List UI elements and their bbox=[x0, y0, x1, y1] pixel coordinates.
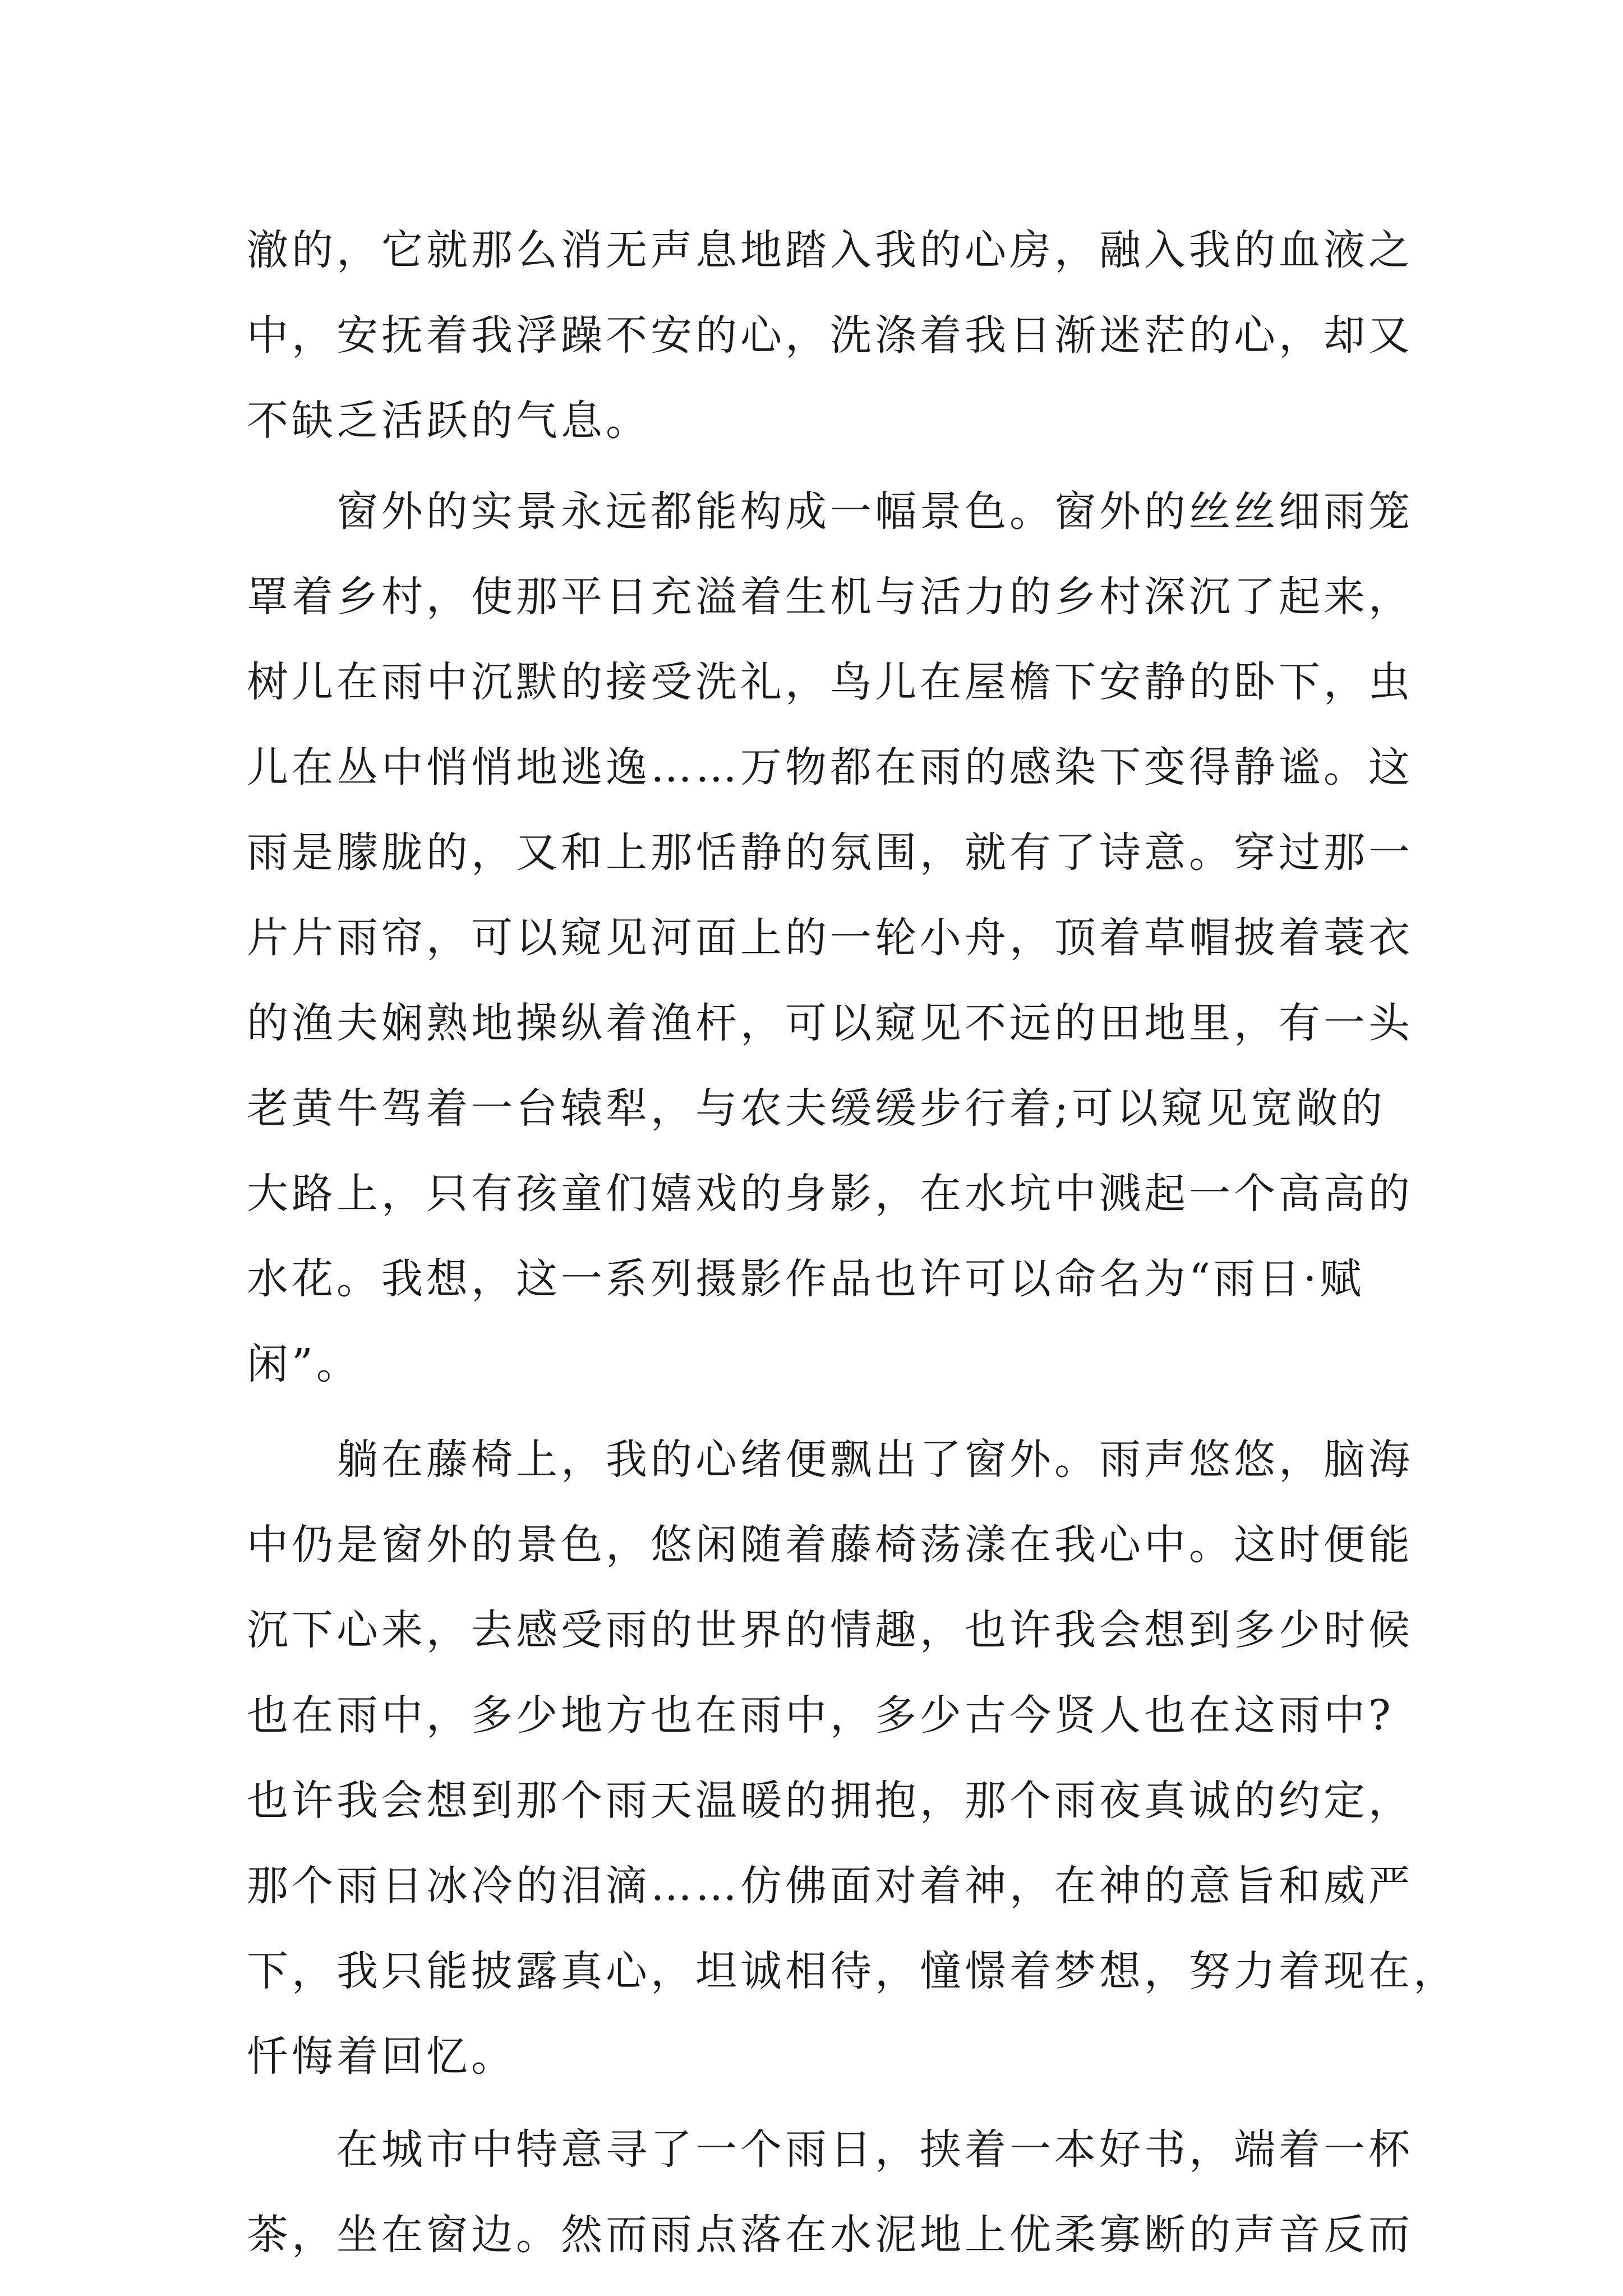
text-line: 中仍是窗外的景色，悠闲随着藤椅荡漾在我心中。这时便能 bbox=[247, 1521, 1413, 1569]
text-line: 大路上，只有孩童们嬉戏的身影，在水坑中溅起一个高高的 bbox=[247, 1170, 1413, 1218]
text-line: 忏悔着回忆。 bbox=[247, 2032, 516, 2081]
text-line: 片片雨帘，可以窥见河面上的一轮小舟，顶着草帽披着蓑衣 bbox=[247, 914, 1413, 962]
text-line: 树儿在雨中沉默的接受洗礼，鸟儿在屋檐下安静的卧下，虫 bbox=[247, 658, 1413, 706]
text-line: 澈的，它就那么消无声息地踏入我的心房，融入我的血液之 bbox=[247, 226, 1413, 274]
text-line: 窗外的实景永远都能构成一幅景色。窗外的丝丝细雨笼 bbox=[336, 487, 1413, 536]
text-line: 躺在藤椅上，我的心绪便飘出了窗外。雨声悠悠，脑海 bbox=[336, 1435, 1413, 1484]
text-line: 茶，坐在窗边。然而雨点落在水泥地上优柔寡断的声音反而 bbox=[247, 2211, 1413, 2259]
text-line: 也许我会想到那个雨天温暖的拥抱，那个雨夜真诚的约定， bbox=[247, 1777, 1413, 1825]
text-line: 中，安抚着我浮躁不安的心，洗涤着我日渐迷茫的心，却又 bbox=[247, 311, 1413, 360]
text-line: 的渔夫娴熟地操纵着渔杆，可以窥见不远的田地里，有一头 bbox=[247, 999, 1413, 1047]
text-line: 闲”。 bbox=[247, 1340, 361, 1388]
paragraph-3 bbox=[247, 1417, 1458, 2099]
paragraph-1 bbox=[247, 208, 1413, 463]
text-line: 不缺乏活跃的气息。 bbox=[247, 397, 651, 445]
document-body bbox=[247, 208, 1458, 2277]
text-line: 那个雨日冰冷的泪滴……仿佛面对着神，在神的意旨和威严 bbox=[247, 1862, 1413, 1910]
text-line: 雨是朦胧的，又和上那恬静的氛围，就有了诗意。穿过那一 bbox=[247, 829, 1413, 877]
paragraph-4 bbox=[247, 2107, 1413, 2277]
text-line: 水花。我想，这一系列摄影作品也许可以命名为“雨日·赋 bbox=[247, 1255, 1365, 1303]
text-line: 老黄牛驾着一台辕犁，与农夫缓缓步行着;可以窥见宽敞的 bbox=[247, 1084, 1386, 1133]
text-line: 儿在丛中悄悄地逃逸……万物都在雨的感染下变得静谧。这 bbox=[247, 743, 1413, 792]
text-line: 下，我只能披露真心，坦诚相待，憧憬着梦想，努力着现在， bbox=[247, 1947, 1458, 1995]
paragraph-2 bbox=[247, 469, 1413, 1407]
text-line: 在城市中特意寻了一个雨日，挟着一本好书，端着一杯 bbox=[336, 2125, 1413, 2174]
text-line: 沉下心来，去感受雨的世界的情趣，也许我会想到多少时候 bbox=[247, 1606, 1413, 1654]
text-line: 也在雨中，多少地方也在雨中，多少古今贤人也在这雨中? bbox=[247, 1691, 1394, 1740]
text-line: 罩着乡村，使那平日充溢着生机与活力的乡村深沉了起来， bbox=[247, 573, 1413, 621]
